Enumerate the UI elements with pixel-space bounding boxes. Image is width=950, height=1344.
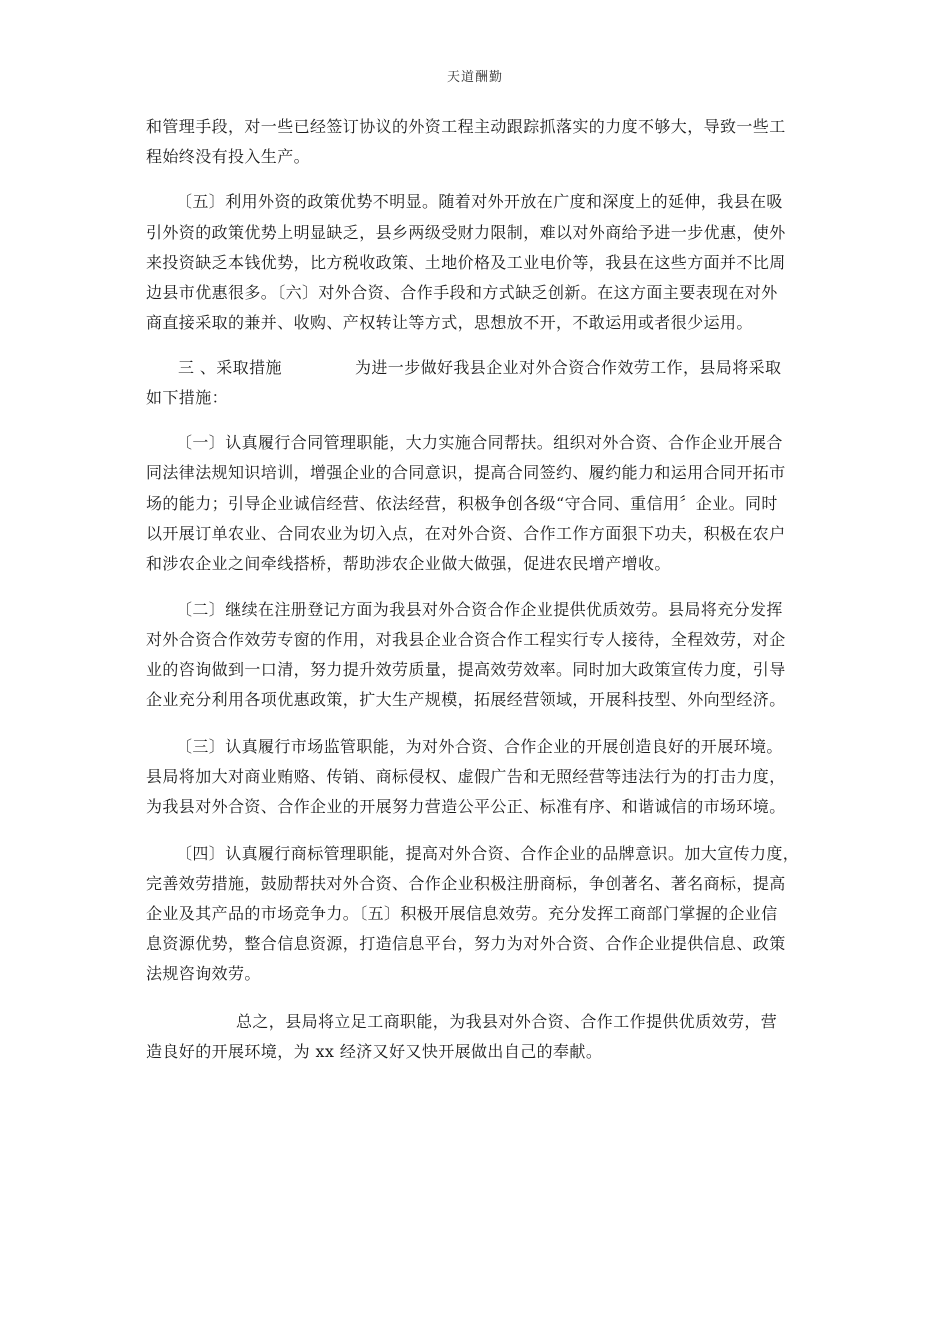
page-header-title: 天道酬勤	[446, 70, 503, 85]
section-heading: 三 、采取措施	[178, 358, 282, 377]
paragraph-4-line-4: 企业充分利用各项优惠政策，扩大生产规模，拓展经营领域，开展科技型、外向型经济。	[146, 690, 786, 709]
paragraph-4-line-3: 业的咨询做到一口清，努力提升效劳质量，提高效劳效率。同时加大政策宣传力度，引导	[146, 660, 786, 679]
paragraph-4-line-2: 对外合资合作效劳专窗的作用，对我县企业合资合作工程实行专人接待，全程效劳，对企	[146, 630, 786, 649]
paragraph-6-line-3: 企业及其产品的市场竞争力。〔五〕积极开展信息效劳。充分发挥工商部门掌握的企业信	[146, 904, 778, 923]
paragraph-3-line-3: 场的能力；引导企业诚信经营、依法经营，积极争创各级“守合同、重信用〞企业。同时	[146, 494, 778, 513]
paragraph-3-line-5: 和涉农企业之间牵线搭桥，帮助涉农企业做大做强，促进农民增产增收。	[146, 554, 671, 573]
paragraph-6-line-2: 完善效劳措施，鼓励帮扶对外合资、合作企业积极注册商标，争创著名、著名商标，提高	[146, 874, 786, 893]
conclusion-line-2: 造良好的开展环境，为 xx 经济又好又快开展做出自己的奉献。	[146, 1042, 603, 1061]
paragraph-0-line-2: 程始终没有投入生产。	[146, 147, 311, 166]
conclusion-line-1: 总之，县局将立足工商职能，为我县对外合资、合作工作提供优质效劳，营	[236, 1012, 778, 1031]
paragraph-6-line-5: 法规咨询效劳。	[146, 964, 261, 983]
paragraph-3-line-1: 〔一〕认真履行合同管理职能，大力实施合同帮扶。组织对外合资、合作企业开展合	[176, 433, 783, 452]
paragraph-1-line-1: 〔五〕利用外资的政策优势不明显。随着对外开放在广度和深度上的延伸，我县在吸	[176, 192, 783, 211]
paragraph-4-line-1: 〔二〕继续在注册登记方面为我县对外合资合作企业提供优质效劳。县局将充分发挥	[176, 600, 783, 619]
section-intro-line-2: 如下措施：	[146, 388, 229, 407]
paragraph-1-line-2: 引外资的政策优势上明显缺乏，县乡两级受财力限制，难以对外商给予进一步优惠，使外	[146, 223, 786, 242]
section-intro-line-1: 为进一步做好我县企业对外合资合作效劳工作，县局将采取	[355, 358, 782, 377]
paragraph-1-line-5: 商直接采取的兼并、收购、产权转让等方式，思想放不开，不敢运用或者很少运用。	[146, 313, 753, 332]
paragraph-5-line-1: 〔三〕认真履行市场监管职能，为对外合资、合作企业的开展创造良好的开展环境。	[176, 737, 783, 756]
paragraph-1-line-3: 来投资缺乏本钱优势，比方税收政策、土地价格及工业电价等，我县在这些方面并不比周	[146, 253, 786, 272]
paragraph-3-line-4: 以开展订单农业、合同农业为切入点，在对外合资、合作工作方面狠下功夫，积极在农户	[146, 524, 786, 543]
paragraph-3-line-2: 同法律法规知识培训，增强企业的合同意识，提高合同签约、履约能力和运用合同开拓市	[146, 463, 786, 482]
paragraph-0-line-1: 和管理手段，对一些已经签订协议的外资工程主动跟踪抓落实的力度不够大，导致一些工	[146, 117, 786, 136]
paragraph-5-line-3: 为我县对外合资、合作企业的开展努力营造公平公正、标准有序、和谐诚信的市场环境。	[146, 797, 786, 816]
paragraph-5-line-2: 县局将加大对商业贿赂、传销、商标侵权、虚假广告和无照经营等违法行为的打击力度，	[146, 767, 786, 786]
paragraph-1-line-4: 边县市优惠很多。〔六〕对外合资、合作手段和方式缺乏创新。在这方面主要表现在对外	[146, 283, 778, 302]
paragraph-6-line-4: 息资源优势，整合信息资源，打造信息平台，努力为对外合资、合作企业提供信息、政策	[146, 934, 786, 953]
paragraph-6-line-1: 〔四〕认真履行商标管理职能，提高对外合资、合作企业的品牌意识。加大宣传力度，	[176, 844, 800, 863]
